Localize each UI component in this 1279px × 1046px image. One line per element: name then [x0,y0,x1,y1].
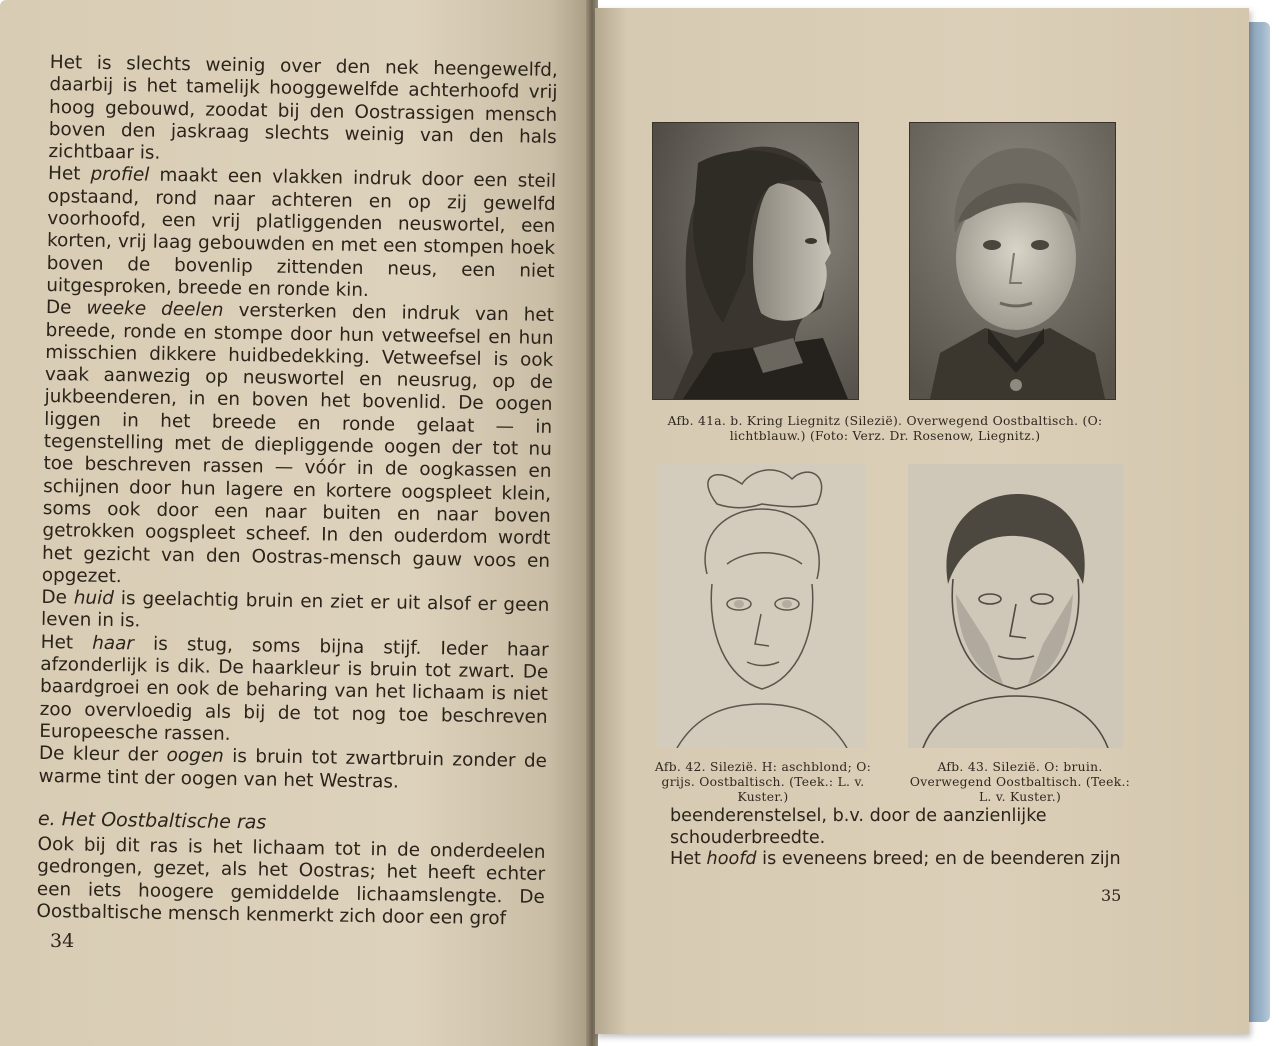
term-profiel: profiel [90,164,150,187]
drawing-girl-with-bow [657,464,865,748]
photo-frontal-illustration [910,123,1115,399]
term-weeke-deelen: weeke deelen [86,297,224,322]
photo-profile-illustration [653,123,858,399]
paragraph-prefix: De kleur der [38,743,167,767]
photo-profile-girl [652,122,859,400]
paragraph-prefix: De [41,587,74,609]
page-number-right: 35 [1101,886,1122,905]
section-heading: e. Het Oostbaltische ras [37,807,267,834]
paragraph-head-body: is eveneens breed; en de beenderen zijn [756,849,1121,869]
term-huid: huid [73,587,115,610]
paragraph-soft-parts-body: versterken den indruk van het breede, ronde en stompe door hun vetweefsel en hun misschien dikkere huidbedekking. Vetweefsel is ook vaak aanwezig op neuswortel en neusrug, op de jukbeenderen, in en boven het bovenlid. De oogen liggen in het breede en ronde gelaat — in tegenstelling met de diepliggende oogen der tot nu toe beschreven rassen — vóór in de oogkassen en schijnen door hun lagere en kortere oogspleet klein, soms ook door een naar buiten en naar boven getrokken oogspleet scheef. In den ouderdom wordt het gezicht van den Oostras-mensch gauw voos en opgezet. [41,300,555,588]
paragraph-prefix: De [45,297,87,319]
paragraph-prefix: Het [40,631,93,654]
caption-figure-43: Afb. 43. Silezië. O: bruin. Overwegend Oostbaltisch. (Teek.: L. v. Kuster.) [909,760,1131,804]
term-hoofd: hoofd [706,849,757,869]
caption-figure-42: Afb. 42. Silezië. H: aschblond; O: grijs. Oostbaltisch. (Teek.: L. v. Kuster.) [654,760,872,804]
left-page [0,0,590,1046]
paragraph-skin-body: is geelachtig bruin en ziet er uit alsof er geen leven in is. [40,588,550,632]
paragraph-section: Ook bij dit ras is het lichaam tot in de onderdeelen gedrongen, gezet, als het Oostras; het heeft echter een iets hoogere gemiddelde lichaamslengte. De Oostbaltische mensch kenmerkt zich door een grof [36,833,546,930]
drawing-boy-portrait [908,464,1123,748]
paragraph-skeleton: beenderenstelsel, b.v. door de aanzienlijke schouderbreedte. [670,806,1047,848]
photo-frontal-girl [909,122,1116,400]
paragraph-eyes [38,743,547,796]
term-oogen: oogen [166,745,224,768]
paragraph-profile [46,163,556,305]
paragraph-skin [41,587,550,640]
right-page-text [670,806,1125,871]
paragraph-head [670,849,1125,871]
term-haar: haar [92,632,135,655]
page-number-left: 34 [50,930,75,952]
paragraph-hair [39,632,549,751]
paragraph-neck: Het is slechts weinig over den nek heengewelfd, daarbij is het tamelijk hooggewelfde achterhoofd vrij hoog gebouwd, zoodat bij den Oostrassigen mensch boven den jaskraag slechts weinig van den hals zichtbaar is. [48,52,558,164]
book-cover-edge [1248,22,1270,1022]
paragraph-hair-body: is stug, soms bijna stijf. Ieder haar afzonderlijk is dik. De haarkleur is bruin tot zwart. De baardgroei en ook de beharing van het lichaam is niet zoo overvloedig als bij de tot nog toe beschreven Europeesche rassen. [39,633,549,745]
paragraph-prefix: Het [670,849,707,869]
paragraph-soft-parts [42,297,554,595]
drawing-girl-illustration [657,464,865,748]
caption-figure-41: Afb. 41a. b. Kring Liegnitz (Silezië). Overwegend Oostbaltisch. (O: lichtblauw.) (Foto: Verz. Dr. Rosenow, Liegnitz.) [667,414,1103,443]
paragraph-prefix: Het [47,163,91,186]
paragraph-profile-body: maakt een vlakken indruk door een steil opstaand, rond naar achteren en op zij gewelfd voorhoofd, een vrij platliggenden neuswortel, een korten, vrij laag gebouwden en met een stompen hoek boven de bovenlip zittenden neus, een niet uitgesproken, breede en ronde kin. [46,165,557,302]
left-page-text [36,52,558,931]
drawing-boy-illustration [908,464,1123,748]
right-page [595,8,1249,1034]
paragraph-eyes-body: is bruin tot zwartbruin zonder de warme tint der oogen van het Westras. [38,746,548,793]
